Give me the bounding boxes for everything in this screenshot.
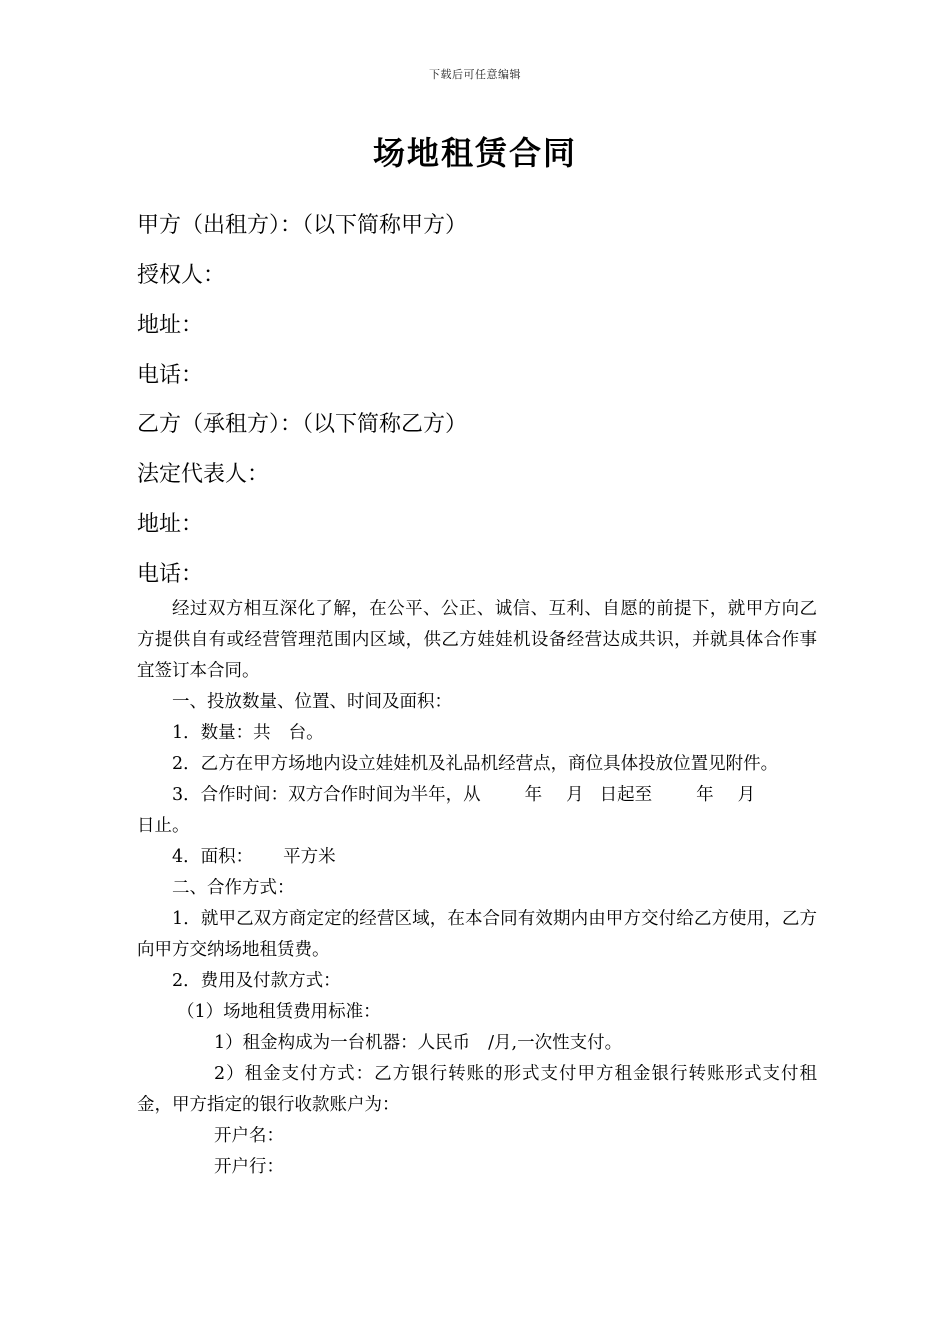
section2-sub1-1: 1）租金构成为一台机器：人民币 /月,一次性支付。 — [214, 1033, 623, 1053]
document-title: 场地租赁合同 — [372, 134, 577, 172]
section2-sub1: （1）场地租赁费用标准： — [177, 1002, 381, 1022]
party-a-authorized-line: 授权人： — [137, 263, 226, 288]
party-a-phone-line: 电话： — [137, 363, 204, 388]
party-a-line: 甲方（出租方）：（以下简称甲方） — [137, 213, 468, 238]
section2-item1: 1．就甲乙双方商定定的经营区域，在本合同有效期内由甲方交付给乙方使用，乙方向甲方交纳场地租赁费。 — [137, 909, 817, 960]
account-bank-line: 开户行： — [214, 1157, 284, 1177]
party-b-representative-line: 法定代表人： — [137, 462, 270, 487]
section1-item2: 2．乙方在甲方场地内设立娃娃机及礼品机经营点，商位具体投放位置见附件。 — [172, 754, 779, 774]
section1-item1: 1．数量：共 台。 — [172, 723, 324, 743]
account-name-line: 开户名： — [214, 1126, 284, 1146]
section1-item3: 3．合作时间：双方合作时间为半年，从 年 月 日起至 年 月 日止。 — [137, 785, 756, 836]
contract-body — [137, 594, 817, 1183]
party-a-address-line: 地址： — [137, 313, 204, 338]
party-b-address-line: 地址： — [137, 512, 204, 537]
section2-item2: 2．费用及付款方式： — [172, 971, 341, 991]
section2-sub1-2: 2）租金支付方式：乙方银行转账的形式支付甲方租金银行转账形式支付租金，甲方指定的银行收款账户为： — [137, 1064, 817, 1115]
section2-heading: 二、合作方式： — [172, 878, 295, 898]
header-note: 下载后可任意编辑 — [429, 68, 521, 81]
intro-paragraph: 经过双方相互深化了解，在公平、公正、诚信、互利、自愿的前提下，就甲方向乙方提供自有或经营管理范围内区域，供乙方娃娃机设备经营达成共识，并就具体合作事宜签订本合同。 — [137, 599, 817, 681]
party-b-phone-line: 电话： — [137, 562, 204, 587]
section1-heading: 一、投放数量、位置、时间及面积： — [172, 692, 452, 712]
party-b-line: 乙方（承租方）：（以下简称乙方） — [137, 412, 468, 437]
section1-item4: 4．面积： 平方米 — [172, 847, 336, 867]
